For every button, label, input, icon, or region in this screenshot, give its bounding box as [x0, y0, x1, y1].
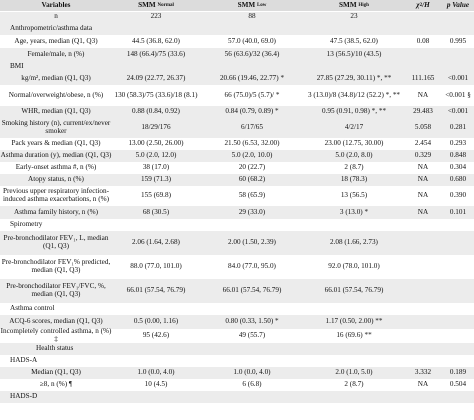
section-label: Spirometry: [10, 220, 43, 229]
p-value-cell: 0.101: [449, 207, 467, 216]
table-row: [0, 85, 474, 106]
p-value-cell: <0.001: [447, 74, 469, 83]
smm-normal-cell: 2.06 (1.64, 2.68): [132, 238, 180, 247]
smm-normal-cell: 1.0 (0.0, 4.0): [137, 368, 175, 377]
test-statistic-cell: 0.08: [416, 36, 430, 45]
table-row: [0, 162, 474, 174]
smm-normal-cell: 88.0 (77.0, 101.0): [130, 262, 182, 271]
p-value-cell: 0.293: [449, 139, 467, 148]
smm-normal-cell: 130 (58.3)/75 (33.6)/18 (8.1): [114, 90, 198, 99]
table-row: [0, 206, 474, 219]
smm-low-cell: 6/17/65: [241, 123, 263, 132]
row-label: ≥8, n (%) ¶: [39, 380, 73, 389]
test-statistic-cell: [404, 12, 442, 22]
smm-high-cell: 4/2/17: [344, 123, 364, 132]
smm-high-cell: 2.08 (1.66, 2.73): [330, 238, 378, 247]
p-value-cell: [442, 255, 474, 279]
p-value-cell: 0.189: [449, 368, 467, 377]
table-row: [0, 231, 474, 255]
smm-normal-cell: 159 (71.3): [141, 175, 171, 184]
section-label: Health status: [36, 344, 74, 353]
row-label: Pre-bronchodilator FEV₁, L, median (Q1, Q3): [3, 234, 109, 250]
smm-low-cell: 56 (63.6)/32 (36.4): [224, 49, 280, 58]
smm-high-cell: 2 (8.7): [344, 380, 364, 389]
section-label: BMI: [10, 62, 24, 71]
p-value-cell: [442, 329, 474, 343]
smm-low-cell: 29 (33.0): [238, 207, 266, 216]
test-statistic-cell: 111.165: [411, 74, 435, 83]
smm-low-cell: 20 (22.7): [238, 163, 266, 172]
smm-high-cell: 13 (56.5)/10 (43.5): [326, 49, 382, 58]
section-row: [0, 391, 474, 403]
section-label: Asthma control: [10, 304, 55, 313]
smm-low-cell: 88: [248, 12, 256, 21]
table-row: [0, 35, 474, 48]
smm-high-cell: 27.85 (27.29, 30.11) *, **: [316, 74, 392, 83]
smm-low-cell: 66 (75.0)/5 (5.7)/ *: [224, 90, 280, 99]
smm-normal-cell: 66.01 (57.54, 76.79): [126, 286, 186, 295]
row-label: ACQ-6 scores, median (Q1, Q3): [9, 317, 103, 326]
table-row: [0, 367, 474, 379]
table-row: [0, 174, 474, 186]
row-label: Asthma family history, n (%): [14, 207, 98, 216]
smm-high-cell: 16 (69.6) **: [336, 331, 372, 340]
test-statistic-cell: NA: [417, 175, 429, 184]
table-row: [0, 150, 474, 162]
smm-low-cell: 58 (65.9): [238, 191, 266, 200]
test-statistic-cell: [404, 329, 442, 343]
smm-high-cell: 47.5 (38.5, 62.0): [330, 36, 378, 45]
row-label: Pack years & median (Q1, Q3): [11, 139, 101, 148]
smm-normal-cell: 68 (30.5): [142, 207, 170, 216]
p-value-cell: [442, 315, 474, 329]
header-smm-high: SMM High: [339, 0, 369, 9]
smm-normal-cell: 155 (69.8): [141, 191, 171, 200]
p-value-cell: 0.390: [449, 191, 467, 200]
smm-normal-cell: 10 (4.5): [144, 380, 168, 389]
smm-high-cell: 3 (13.0) *: [339, 207, 369, 216]
p-value-cell: [442, 279, 474, 303]
smm-normal-cell: 5.0 (2.0, 12.0): [135, 151, 177, 160]
p-value-cell: 0.848: [449, 151, 467, 160]
smm-low-cell: 84.0 (77.0, 95.0): [228, 262, 276, 271]
row-label: Normal/overweight/obese, n (%): [8, 90, 104, 99]
header-variables: Variables: [41, 0, 71, 9]
smm-low-cell: 49 (55.7): [238, 331, 266, 340]
smm-high-cell: 23.00 (12.75, 30.00): [324, 139, 384, 148]
row-label: Age, years, median (Q1, Q3): [14, 36, 98, 45]
table-row: [0, 73, 474, 85]
test-statistic-cell: 3.332: [414, 368, 432, 377]
smm-high-cell: 3 (13.0)/8 (34.8)/12 (52.2) *, **: [307, 90, 401, 99]
p-value-cell: 0.304: [449, 163, 467, 172]
smm-low-cell: 1.0 (0.0, 4.0): [233, 368, 271, 377]
test-statistic-cell: 0.329: [414, 151, 432, 160]
table-row: [0, 106, 474, 118]
test-statistic-cell: 2.454: [414, 139, 432, 148]
test-statistic-cell: NA: [417, 90, 429, 99]
test-statistic-cell: [404, 231, 442, 255]
row-label: WHR, median (Q1, Q3): [21, 107, 91, 116]
p-value-cell: <0.001: [447, 107, 469, 116]
test-statistic-cell: [404, 48, 442, 61]
section-label: HADS-A: [10, 356, 38, 365]
smm-low-cell: 21.50 (6.53, 32.00): [224, 139, 280, 148]
row-label: Atopy status, n (%): [28, 175, 84, 184]
table-row: [0, 12, 474, 22]
smm-normal-cell: 44.5 (36.8, 62.0): [132, 36, 180, 45]
smm-normal-cell: 223: [150, 12, 162, 21]
header-smm-normal: SMM Normal: [138, 0, 174, 9]
smm-normal-cell: 24.09 (22.77, 26.37): [126, 74, 186, 83]
test-statistic-cell: 5.058: [414, 123, 432, 132]
table-row: [0, 48, 474, 61]
smm-low-cell: 60 (68.2): [238, 175, 266, 184]
p-value-cell: [442, 48, 474, 61]
row-label: Smoking history (n), current/ex/never smoker: [1, 119, 111, 135]
p-value-cell: 0.995: [449, 36, 467, 45]
test-statistic-cell: [404, 315, 442, 329]
section-label: Anthropometric/asthma data: [10, 23, 93, 32]
smm-high-cell: 13 (56.5): [340, 191, 368, 200]
test-statistic-cell: [404, 279, 442, 303]
header-smm-low: SMM Low: [237, 0, 267, 9]
smm-low-cell: 66.01 (57.54, 76.79): [222, 286, 282, 295]
smm-low-cell: 6 (6.8): [242, 380, 262, 389]
section-row: [0, 343, 474, 355]
smm-high-cell: 0.95 (0.91, 0.98) *, **: [321, 107, 387, 116]
row-label: Asthma duration (y), median (Q1, Q3): [0, 151, 112, 160]
smm-high-cell: 1.17 (0.50, 2.00) **: [325, 317, 383, 326]
table-row: [0, 329, 474, 343]
smm-normal-cell: 95 (42.6): [142, 331, 170, 340]
row-label: n: [54, 12, 58, 21]
section-row: [0, 22, 474, 35]
test-statistic-cell: NA: [417, 207, 429, 216]
smm-normal-cell: 18/29/176: [141, 123, 171, 132]
smm-high-cell: 2 (8.7): [344, 163, 364, 172]
row-label: Early-onset asthma #, n (%): [15, 163, 97, 172]
p-value-cell: <0.001 §: [445, 90, 471, 99]
smm-normal-cell: 0.88 (0.84, 0.92): [132, 107, 180, 116]
smm-high-cell: 92.0 (78.0, 101.0): [328, 262, 380, 271]
test-statistic-cell: NA: [417, 380, 429, 389]
smm-low-cell: 20.66 (19.46, 22.77) *: [219, 74, 285, 83]
table-row: [0, 279, 474, 303]
smm-normal-cell: 0.5 (0.00, 1.16): [133, 317, 179, 326]
header-test-statistic: χ 2 /H: [416, 0, 430, 9]
smm-low-cell: 0.80 (0.33, 1.50) *: [225, 317, 279, 326]
table-row: [0, 138, 474, 150]
p-value-cell: 0.281: [449, 123, 467, 132]
smm-low-cell: 57.0 (40.0, 69.0): [228, 36, 276, 45]
header-p-value: p Value: [446, 0, 470, 9]
smm-low-cell: 0.84 (0.79, 0.89) *: [225, 107, 279, 116]
p-value-cell: 0.504: [449, 380, 467, 389]
p-value-cell: 0.680: [449, 175, 467, 184]
smm-normal-cell: 13.00 (2.50, 26.00): [128, 139, 184, 148]
test-statistic-cell: 29.483: [413, 107, 433, 116]
smm-high-cell: 23: [350, 12, 358, 21]
row-label: kg/m², median (Q1, Q3): [21, 74, 91, 83]
row-label: Female/male, n (%): [27, 49, 85, 58]
smm-low-cell: 5.0 (2.0, 10.0): [231, 151, 273, 160]
smm-high-cell: 2.0 (1.0, 5.0): [335, 368, 373, 377]
table-row: [0, 118, 474, 138]
p-value-cell: [442, 231, 474, 255]
test-statistic-cell: NA: [417, 163, 429, 172]
p-value-cell: [442, 12, 474, 22]
smm-low-cell: 2.00 (1.50, 2.39): [228, 238, 276, 247]
row-label: Median (Q1, Q3): [31, 368, 81, 377]
row-label: Previous upper respiratory infection-induced asthma exacerbations, n (%): [3, 187, 109, 203]
header-row: [0, 0, 474, 11]
section-row: [0, 355, 474, 367]
test-statistic-cell: NA: [417, 191, 429, 200]
section-row: [0, 303, 474, 315]
row-label: Incompletely controlled asthma, n (%) ‡: [0, 327, 112, 343]
smm-high-cell: 5.0 (2.0, 8.0): [335, 151, 373, 160]
test-statistic-cell: [404, 255, 442, 279]
table-row: [0, 186, 474, 206]
section-label: HADS-D: [10, 392, 38, 401]
smm-high-cell: 18 (78.3): [340, 175, 368, 184]
row-label: Pre-bronchodilator FEV₁/FVC, %, median (Q1, Q3): [6, 282, 106, 298]
smm-normal-cell: 148 (66.4)/75 (33.6): [126, 49, 186, 58]
row-label: Pre-bronchodilator FEV₁% predicted, median (Q1, Q3): [1, 258, 111, 274]
section-row: [0, 61, 474, 73]
table-row: [0, 379, 474, 391]
smm-high-cell: 66.01 (57.54, 76.79): [324, 286, 384, 295]
section-row: [0, 219, 474, 231]
smm-normal-cell: 38 (17.0): [142, 163, 170, 172]
table-row: [0, 255, 474, 279]
